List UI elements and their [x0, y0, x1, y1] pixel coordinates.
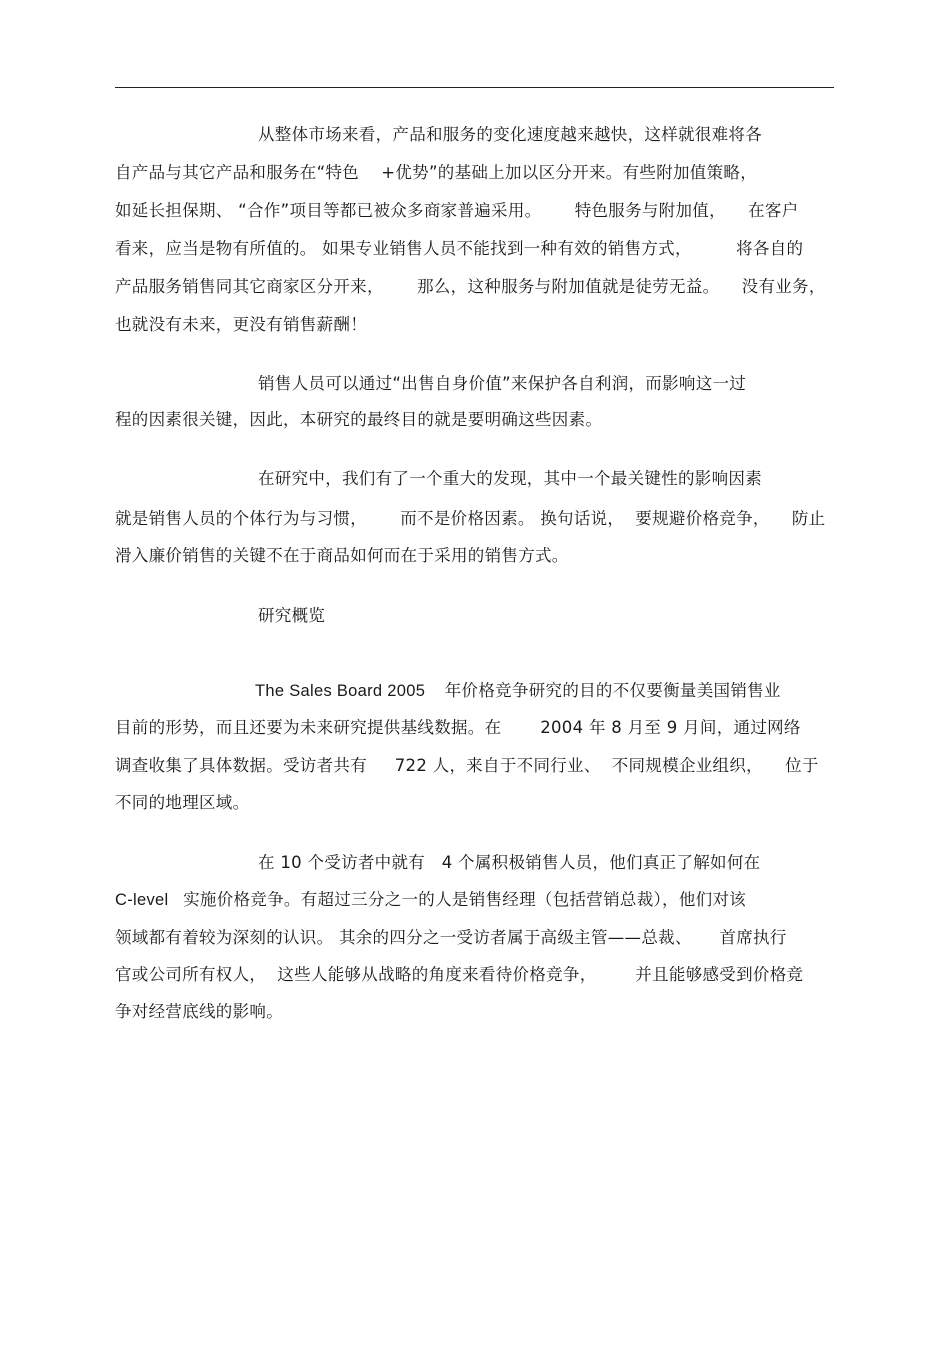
paragraph-1-line-4: 看来，应当是物有所值的。 如果专业销售人员不能找到一种有效的销售方式， 将各自的 [115, 239, 804, 258]
header-rule [115, 87, 834, 88]
paragraph-2-line-1: 销售人员可以通过“出售自身价值”来保护各自利润，而影响这一过 [258, 374, 747, 393]
paragraph-5-line-4: 官或公司所有权人， 这些人能够从战略的角度来看待价格竞争， 并且能够感受到价格竞 [115, 965, 804, 984]
paragraph-3-line-3: 滑入廉价销售的关键不在于商品如何而在于采用的销售方式。 [115, 546, 569, 565]
paragraph-1-line-3: 如延长担保期、 “合作”项目等都已被众多商家普遍采用。 特色服务与附加值， 在客户 [115, 201, 799, 220]
section-heading: 研究概览 [258, 606, 326, 625]
paragraph-4-line-4: 不同的地理区域。 [115, 793, 250, 812]
paragraph-3-line-2: 就是销售人员的个体行为与习惯， 而不是价格因素。 换句话说， 要规避价格竞争， 防止 [115, 509, 826, 528]
paragraph-5-line-3: 领域都有着较为深刻的认识。 其余的四分之一受访者属于高级主管——总裁、 首席执行 [115, 928, 787, 947]
paragraph-5-line-1: 在 10 个受访者中就有 4 个属积极销售人员，他们真正了解如何在 [258, 853, 761, 872]
paragraph-4-line-3: 调查收集了具体数据。受访者共有 722 人，来自于不同行业、 不同规模企业组织， 位于 [115, 756, 819, 775]
paragraph-2-line-2: 程的因素很关键，因此，本研究的最终目的就是要明确这些因素。 [115, 410, 603, 429]
paragraph-5-line-2: C-level 实施价格竞争。有超过三分之一的人是销售经理（包括营销总裁），他们对该 [115, 891, 747, 909]
paragraph-3-line-1: 在研究中，我们有了一个重大的发现，其中一个最关键性的影响因素 [258, 469, 762, 488]
paragraph-1-line-2: 自产品与其它产品和服务在“特色 +优势”的基础上加以区分开来。有些附加值策略， [115, 163, 758, 182]
paragraph-1-line-5: 产品服务销售同其它商家区分开来， 那么，这种服务与附加值就是徒劳无益。 没有业务， [115, 277, 826, 296]
paragraph-1-line-6: 也就没有未来，更没有销售薪酬！ [115, 315, 367, 334]
paragraph-4-line-1: The Sales Board 2005 年价格竞争研究的目的不仅要衡量美国销售业 [255, 682, 781, 700]
paragraph-1-line-1: 从整体市场来看，产品和服务的变化速度越来越快，这样就很难将各 [258, 125, 762, 144]
paragraph-4-line-2: 目前的形势，而且还要为未来研究提供基线数据。在 2004 年 8 月至 9 月间，通过网络 [115, 718, 801, 737]
paragraph-5-line-5: 争对经营底线的影响。 [115, 1002, 283, 1021]
